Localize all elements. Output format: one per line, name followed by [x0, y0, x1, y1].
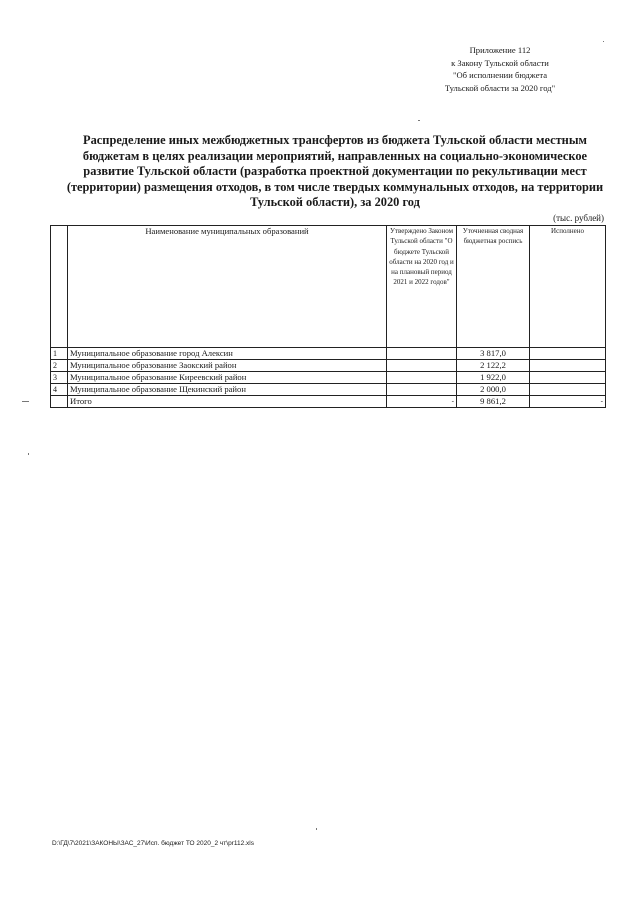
- row-name: Муниципальное образование город Алексин: [68, 348, 387, 360]
- row-approved: [387, 372, 457, 384]
- title-line-3: развитие Тульской области (разработка проектной документации по рекультивации мест: [83, 164, 587, 179]
- document-title: [45, 133, 625, 211]
- row-number: 1: [51, 348, 68, 360]
- table-row: [51, 360, 606, 372]
- scan-speck: [603, 41, 604, 42]
- total-number: [51, 396, 68, 408]
- row-refined: 3 817,0: [457, 348, 530, 360]
- header-executed: Исполнено: [530, 226, 606, 348]
- row-number: 3: [51, 372, 68, 384]
- title-line-4: (территории) размещения отходов, в том числе твердых коммунальных отходов, на территории: [66, 179, 604, 194]
- row-approved: [387, 360, 457, 372]
- transfers-table: [50, 225, 606, 408]
- title-line-1: Распределение иных межбюджетных трансфертов из бюджета Тульской области местным: [83, 133, 587, 147]
- row-name: Муниципальное образование Щекинский район: [68, 384, 387, 396]
- table-row: [51, 372, 606, 384]
- row-executed: [530, 348, 606, 360]
- scan-speck: [28, 453, 29, 455]
- units-label: (тыс. рублей): [553, 213, 604, 223]
- scan-speck: [22, 401, 29, 402]
- scan-speck: [316, 828, 317, 830]
- appendix-line-1: Приложение 112: [469, 45, 531, 55]
- title-line-2: бюджетам в целях реализации мероприятий, направленных на социально-экономическое: [82, 148, 588, 163]
- row-name: Муниципальное образование Киреевский район: [68, 372, 387, 384]
- row-executed: [530, 372, 606, 384]
- total-executed: -: [530, 396, 606, 408]
- header-name: Наименование муниципальных образований: [68, 226, 387, 348]
- row-executed: [530, 384, 606, 396]
- title-line-5: Тульской области), за 2020 год: [250, 195, 420, 210]
- row-approved: [387, 384, 457, 396]
- row-refined: 2 000,0: [457, 384, 530, 396]
- header-num: [51, 226, 68, 348]
- appendix-line-4: Тульской области за 2020 год": [444, 82, 556, 93]
- file-path-footer: D:\ГД\7\2021\ЗАКОНЫ\ЗАС_27\Исп. бюджет ТО 2020_2 чт\pr112.xls: [52, 840, 254, 847]
- row-approved: [387, 348, 457, 360]
- table-row: [51, 348, 606, 360]
- table-header-row: [51, 226, 606, 348]
- table-row: [51, 384, 606, 396]
- row-refined: 1 922,0: [457, 372, 530, 384]
- header-approved: Утверждено Законом Тульской области "О бюджете Тульской области на 2020 год и на плановый период 2021 и 2022 годов": [387, 226, 457, 348]
- row-name: Муниципальное образование Заокский район: [68, 360, 387, 372]
- appendix-line-2: к Закону Тульской области: [451, 57, 549, 68]
- total-refined: 9 861,2: [457, 396, 530, 408]
- appendix-line-3: "Об исполнении бюджета: [452, 70, 548, 81]
- table-total-row: [51, 396, 606, 408]
- row-number: 2: [51, 360, 68, 372]
- appendix-header: [400, 44, 600, 94]
- row-number: 4: [51, 384, 68, 396]
- row-executed: [530, 360, 606, 372]
- scan-speck: [418, 120, 420, 121]
- header-refined: Уточненная сводная бюджетная роспись: [457, 226, 530, 348]
- row-refined: 2 122,2: [457, 360, 530, 372]
- total-name: Итого: [68, 396, 387, 408]
- total-approved: -: [387, 396, 457, 408]
